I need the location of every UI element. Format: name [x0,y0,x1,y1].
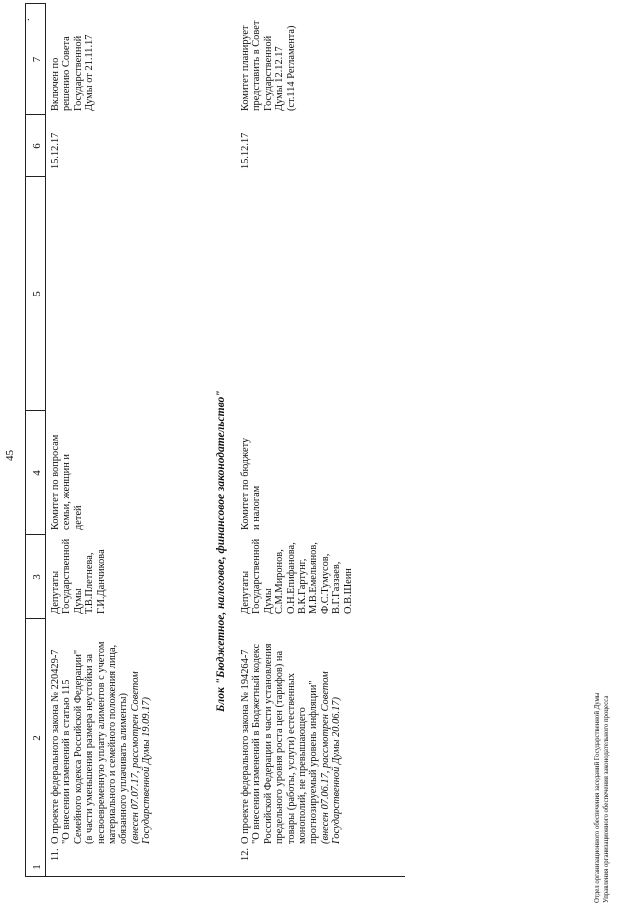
column-number-6: 6 [31,143,43,149]
title-line: монополий, не превышающего [297,707,309,844]
row-11-number: 11. [50,848,61,861]
author-line: Депутаты [240,570,251,614]
author-line: О.Н.Епифанова, [285,542,297,614]
title-note-line: (внесен 07.06.17, рассмотрен Советом [319,671,331,844]
title-note-line: Государственной Думы 19.09.17) [141,697,153,844]
note-line: Думы 12.12.17 [274,46,286,111]
title-line: материального и семейного положения лица, [107,644,119,844]
author-line: Думы [262,588,274,614]
page-number: 45 [4,450,16,461]
column-number-1: 1 [31,864,43,870]
author-line: М.В.Емельянов, [308,542,320,614]
row-11-title [50,624,153,844]
committee-line: Комитет по бюджету [240,437,251,530]
author-line: О.В.Шеин [342,568,354,614]
title-note-line: (внесен 07.07.17, рассмотрен Советом [129,671,141,844]
column-number-3: 3 [31,574,43,580]
committee-line: детей [72,505,84,530]
author-line: Ф.С.Тумусов, [319,553,331,614]
author-line: Думы [72,588,84,614]
row-12-note [240,21,297,111]
title-line: обязанного уплачивать алименты) [118,693,130,844]
row-12-title [240,624,343,844]
title-line: несвоевременную уплату алиментов с учетом [95,641,107,844]
row-11-date: 15.12.17 [50,132,61,169]
author-line: В.К.Гартунг, [297,558,309,614]
column-number-2: 2 [31,735,43,741]
footer-line: Отдел организационного обеспечения заседаний Государственной Думы [594,692,601,903]
author-line: Государственной [251,538,263,614]
note-line: Думы от 21.11.17 [84,34,96,111]
title-line: "О внесении изменений в статью 115 [61,679,73,844]
column-number-5: 5 [31,291,43,297]
title-note-line: Государственной Думы 20.06.17) [331,697,343,844]
author-line: Г.И.Данчикова [95,549,107,614]
footer [593,693,611,903]
committee-line: Комитет по вопросам [50,434,61,530]
title-line: (в части уменьшения размера неустойки за [84,654,96,844]
column-number-4: 4 [31,470,43,476]
author-line: Государственной [61,538,73,614]
note-line: Государственной [262,35,274,111]
title-line: О проекте федерального закона № 220429-7 [50,649,61,844]
note-line: Включен по [50,57,61,111]
title-line: О проекте федерального закона № 194264-7 [240,649,251,844]
header-bottom-border [45,3,46,877]
row-12-committee [240,438,263,530]
author-line: Т.В.Плетнева, [84,552,96,614]
row-12-date: 15.12.17 [240,132,251,169]
title-line: Российской Федерации в части установления [262,643,274,844]
block-title: Блок "Бюджетное, налоговое, финансовое законодательство" [215,390,227,712]
footer-line: Управления организационного обеспечения законодательного процесса [603,695,610,903]
note-line: (ст.114 Регламента) [285,25,297,111]
title-line: прогнозируемый уровень инфляции" [308,680,320,844]
row-11-note [50,35,96,111]
author-line: В.Г.Газзаев, [331,561,343,614]
note-line: Государственной [72,35,84,111]
row-11-committee [50,435,84,530]
author-line: С.М.Миронов, [274,549,286,614]
note-line: решению Совета [61,36,73,111]
title-line: товары (работы, услуги) естественных [285,673,297,844]
row-12-authors [240,539,354,614]
row-11-authors [50,539,107,614]
author-line: Депутаты [50,570,61,614]
committee-line: и налогам [251,485,263,530]
committee-line: семьи, женщин и [61,454,73,530]
table-left-border [25,876,405,877]
row-12-number: 12. [240,848,251,861]
column-number-7: 7 [31,56,43,63]
table-top-border [25,3,26,877]
note-line: Комитет планирует [240,25,251,111]
title-line: "О внесении изменений в Бюджетный кодекс [251,643,263,844]
title-line: предельного уровня роста цен (тарифов) на [274,650,286,844]
corner-mark: . [20,18,32,21]
title-line: Семейного кодекса Российской Федерации" [72,649,84,844]
note-line: представить в Совет [251,20,263,111]
